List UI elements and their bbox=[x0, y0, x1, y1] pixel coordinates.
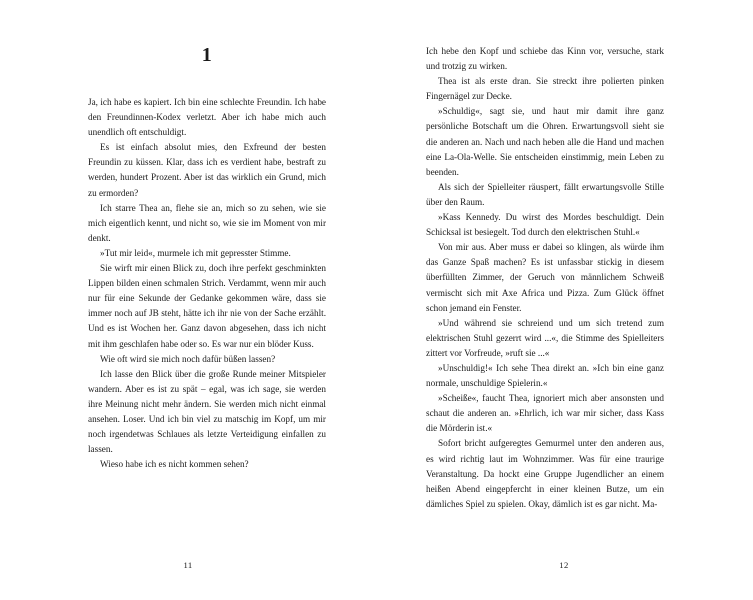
paragraph: Ja, ich habe es kapiert. Ich bin eine schlechte Freundin. Ich habe den Freundinnen-Kodex verletzt. Aber ich habe mich auch unendlich oft entschuldigt. bbox=[88, 97, 326, 138]
page-number-right: 12 bbox=[559, 560, 569, 570]
paragraph: »Unschuldig!« Ich sehe Thea direkt an. »Ich bin eine ganz normale, unschuldige Spielerin.« bbox=[426, 362, 664, 389]
page-left bbox=[0, 0, 376, 600]
paragraph: »Schuldig«, sagt sie, und haut mir damit ihre ganz persönliche Botschaft um die Ohren. Erwartungsvoll sieht sie die anderen an. Nach und nach heben alle die Hand und machen eine La-Ola-Welle. Sie entscheiden einstimmig, mein Leben zu beenden. bbox=[426, 106, 664, 177]
paragraph: Ich starre Thea an, flehe sie an, mich so zu sehen, wie sie mich eigentlich kennt, und nicht so, wie sie im Moment von mir denkt. bbox=[88, 202, 326, 243]
paragraph: Als sich der Spielleiter räuspert, fällt erwartungsvolle Stille über den Raum. bbox=[426, 181, 664, 207]
paragraph: Wieso habe ich es nicht kommen sehen? bbox=[100, 459, 249, 470]
paragraph: Sie wirft mir einen Blick zu, doch ihre perfekt geschminkten Lippen bilden einen schmalen Strich. Verdammt, wenn mir auch nur für eine Sekunde der Gedanke gekommen wäre, dass sie immer noch auf JB steht, hätte ich ihr nie von der Sache erzählt. Und es ist Wochen her. Ganz davon abgesehen, dass ich nicht mit ihm geschlafen habe oder so. Es war nur ein blöder Kuss. bbox=[88, 263, 326, 349]
text-column-right bbox=[426, 44, 664, 542]
paragraph: Wie oft wird sie mich noch dafür büßen lassen? bbox=[100, 353, 276, 364]
paragraph: Von mir aus. Aber muss er dabei so klingen, als würde ihm das Ganze Spaß machen? Es ist unfassbar stickig in diesem überfüllten Zimmer, der Geruch von männlichem Schweiß vermischt sich mit Axe Africa und Pizza. Zum Glück öffnet schon jemand ein Fenster. bbox=[426, 242, 664, 313]
paragraph: Ich lasse den Blick über die große Runde meiner Mitspieler wandern. Aber es ist zu spät – egal, was ich sage, sie werden ihre Meinung nicht mehr ändern. Sie werden mich nicht einmal ansehen. Loser. Und ich bin viel zu matschig im Kopf, um mir noch irgendetwas Schlaues als letzte Verteidigung einfallen zu lassen. bbox=[88, 368, 326, 455]
paragraph: Thea ist als erste dran. Sie streckt ihre polierten pinken Fingernägel zur Decke. bbox=[426, 76, 664, 102]
paragraph: »Kass Kennedy. Du wirst des Mordes beschuldigt. Dein Schicksal ist besiegelt. Tod durch den elektrischen Stuhl.« bbox=[426, 212, 664, 238]
paragraph: »Scheiße«, faucht Thea, ignoriert mich aber ansonsten und schaut die anderen an. »Ehrlich, ich war mir sicher, dass Kass die Mörderin ist.« bbox=[426, 393, 664, 434]
page-number-left: 11 bbox=[183, 560, 193, 570]
page-right bbox=[376, 0, 752, 600]
paragraph: Es ist einfach absolut mies, den Exfreund der besten Freundin zu küssen. Klar, dass ich es verdient habe, bestraft zu werden, hundert Prozent. Aber ist das wirklich ein Grund, mich zu ermorden? bbox=[88, 142, 326, 198]
paragraph: Sofort bricht aufgeregtes Gemurmel unter den anderen aus, es wird richtig laut im Wohnzimmer. Was für eine traurige Veranstaltung. Da hockt eine Gruppe Jugendlicher an einem heißen Abend eingepfercht in einer kleinen Butze, um ein dämliches Spiel zu spielen. Okay, dämlich ist es gar nicht. Ma- bbox=[426, 438, 664, 509]
text-column-left bbox=[88, 44, 326, 542]
chapter-number: 1 bbox=[201, 44, 213, 66]
paragraph: »Tut mir leid«, murmele ich mit gepresster Stimme. bbox=[100, 247, 291, 258]
paragraph: Ich hebe den Kopf und schiebe das Kinn vor, versuche, stark und trotzig zu wirken. bbox=[426, 46, 664, 72]
paragraph: »Und während sie schreiend und um sich tretend zum elektrischen Stuhl gezerrt wird ...«, die Stimme des Spielleiters zittert vor Vorfreude, »ruft sie ...« bbox=[426, 317, 664, 358]
